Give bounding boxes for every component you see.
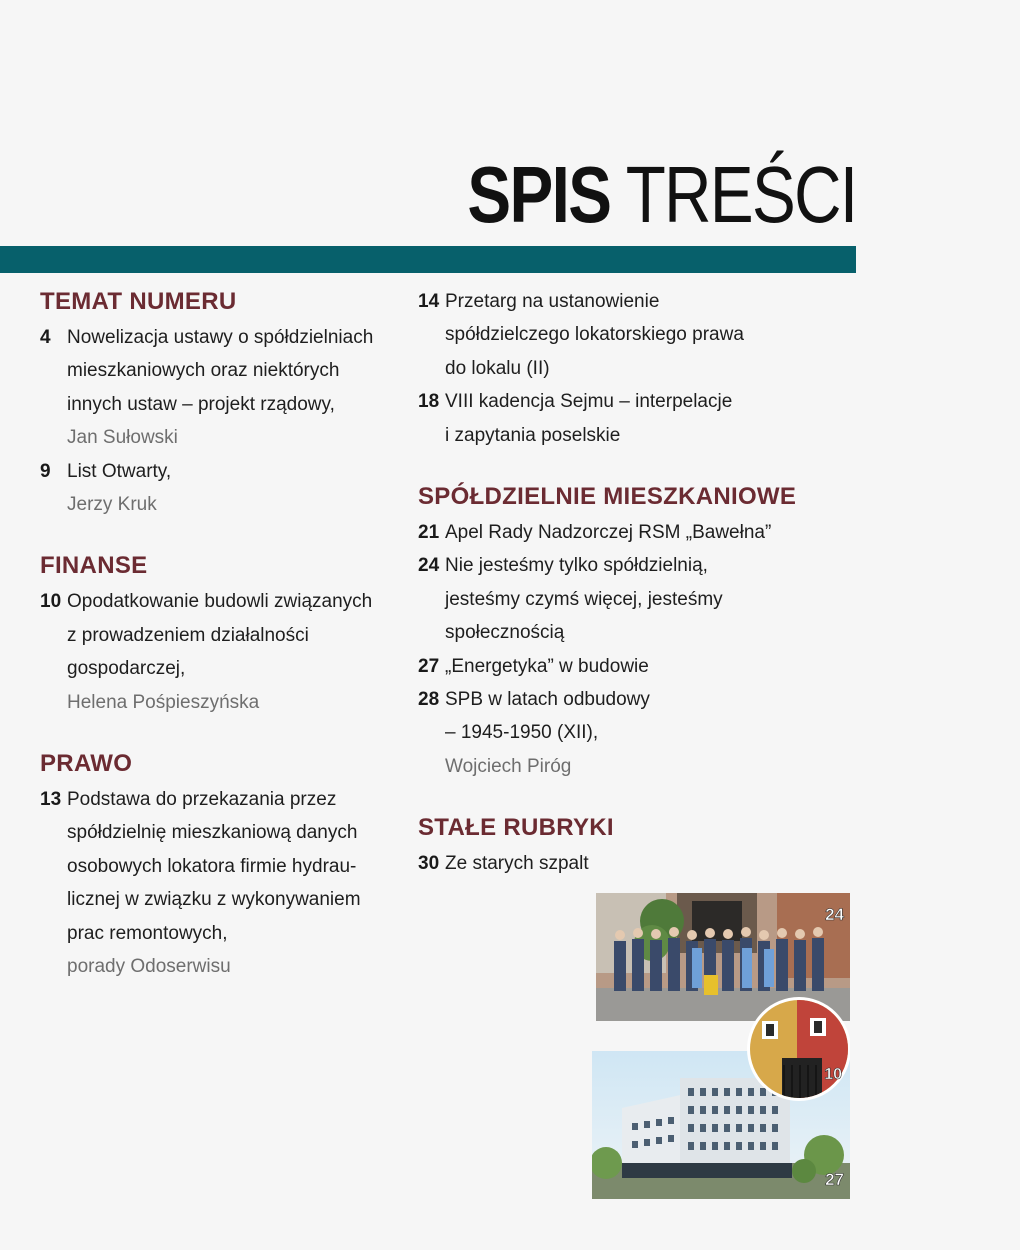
section-heading: STAŁE RUBRYKI: [418, 814, 614, 842]
entry-text: [67, 585, 372, 719]
entry-text: [445, 683, 650, 783]
toc-section: [418, 285, 768, 452]
toc-entry[interactable]: [40, 455, 395, 522]
entry-title-line: społecznością: [445, 622, 565, 644]
toc-right-column: [418, 285, 797, 909]
page-number: 30: [418, 853, 440, 875]
entry-title-line: List Otwarty,: [67, 460, 172, 482]
title-light: TREŚCI: [625, 150, 856, 239]
toc-entry[interactable]: [40, 585, 395, 719]
entry-title-line: Apel Rady Nadzorczej RSM „Bawełna”: [445, 522, 772, 544]
entry-text: [445, 385, 732, 452]
section-heading: TEMAT NUMERU: [40, 288, 237, 315]
toc-left-column: [40, 285, 395, 1012]
entry-title-line: SPB w latach odbudowy: [445, 689, 650, 711]
section-heading: PRAWO: [40, 750, 133, 778]
page-number: 9: [40, 460, 51, 482]
entry-text: [67, 783, 361, 983]
toc-entry[interactable]: [40, 783, 395, 983]
toc-entry[interactable]: [418, 385, 768, 452]
photo-label-27: 27: [825, 1170, 844, 1189]
toc-entry[interactable]: [418, 847, 768, 880]
entry-text: [445, 549, 723, 649]
page-number: 10: [40, 591, 62, 613]
entry-title-line: prac remontowych,: [67, 922, 228, 944]
entry-title-line: licznej w związku z wykonywaniem: [67, 889, 361, 911]
entry-text: [445, 516, 771, 549]
photo-label-10: 10: [824, 1066, 842, 1083]
entry-text: [445, 650, 649, 683]
toc-section: [418, 480, 797, 783]
entry-title-line: do lokalu (II): [445, 357, 550, 379]
toc-section: [40, 747, 395, 983]
entry-title-line: mieszkaniowych oraz niektórych: [67, 360, 340, 382]
entry-author: Wojciech Piróg: [445, 755, 572, 777]
entry-author: Jan Sułowski: [67, 427, 178, 449]
page-number: 27: [418, 655, 440, 677]
entry-title-line: gospodarczej,: [67, 658, 186, 680]
title-bold: SPIS: [466, 150, 610, 239]
entry-title-line: i zapytania poselskie: [445, 424, 621, 446]
toc-entry[interactable]: [418, 285, 768, 385]
entry-title-line: spółdzielnię mieszkaniową danych: [67, 822, 358, 844]
page-number: 28: [418, 689, 440, 711]
entry-author: Helena Pośpieszyńska: [67, 691, 260, 713]
toc-section: [40, 549, 395, 719]
entry-title-line: Przetarg na ustanowienie: [445, 291, 660, 312]
entry-title-line: Ze starych szpalt: [445, 853, 589, 875]
page-number: 14: [418, 291, 440, 312]
photo-collage: [592, 893, 850, 1199]
entry-author: Jerzy Kruk: [67, 494, 157, 516]
entry-text: [67, 321, 373, 455]
toc-section: [40, 285, 395, 521]
photo-collage-svg: [592, 893, 850, 1199]
toc-entry[interactable]: [40, 321, 395, 455]
page-number: 4: [40, 327, 51, 348]
section-heading: SPÓŁDZIELNIE MIESZKANIOWE: [418, 483, 797, 511]
page-number: 21: [418, 522, 440, 544]
entry-title-line: z prowadzeniem działalności: [67, 624, 309, 646]
entry-text: [445, 285, 744, 385]
toc-entry[interactable]: [418, 516, 772, 549]
entry-text: [67, 455, 171, 522]
entry-title-line: innych ustaw – projekt rządowy,: [67, 393, 335, 415]
toc-entry[interactable]: [418, 683, 768, 783]
entry-title-line: „Energetyka” w budowie: [445, 655, 649, 677]
entry-title-line: Nie jesteśmy tylko spółdzielnią,: [445, 555, 708, 577]
section-heading: FINANSE: [40, 552, 148, 580]
entry-title-line: Opodatkowanie budowli związanych: [67, 591, 373, 613]
photo-label-24: 24: [825, 905, 844, 924]
entry-title-line: – 1945-1950 (XII),: [445, 722, 599, 744]
entry-title-line: Podstawa do przekazania przez: [67, 789, 337, 811]
entry-title-line: VIII kadencja Sejmu – interpelacje: [445, 391, 733, 413]
entry-title-line: jesteśmy czymś więcej, jesteśmy: [445, 588, 723, 610]
page-title: [467, 150, 856, 240]
page-number: 24: [418, 555, 440, 577]
toc-section: [418, 811, 768, 880]
page-number: 13: [40, 789, 62, 811]
toc-entry[interactable]: [418, 549, 768, 649]
entry-title-line: Nowelizacja ustawy o spółdzielniach: [67, 327, 374, 348]
accent-bar: [0, 246, 856, 273]
page-number: 18: [418, 391, 440, 413]
entry-text: [445, 847, 589, 880]
entry-title-line: spółdzielczego lokatorskiego prawa: [445, 324, 744, 346]
entry-title-line: osobowych lokatora firmie hydrau-: [67, 855, 357, 877]
toc-entry[interactable]: [418, 650, 768, 683]
entry-author: porady Odoserwisu: [67, 956, 231, 978]
